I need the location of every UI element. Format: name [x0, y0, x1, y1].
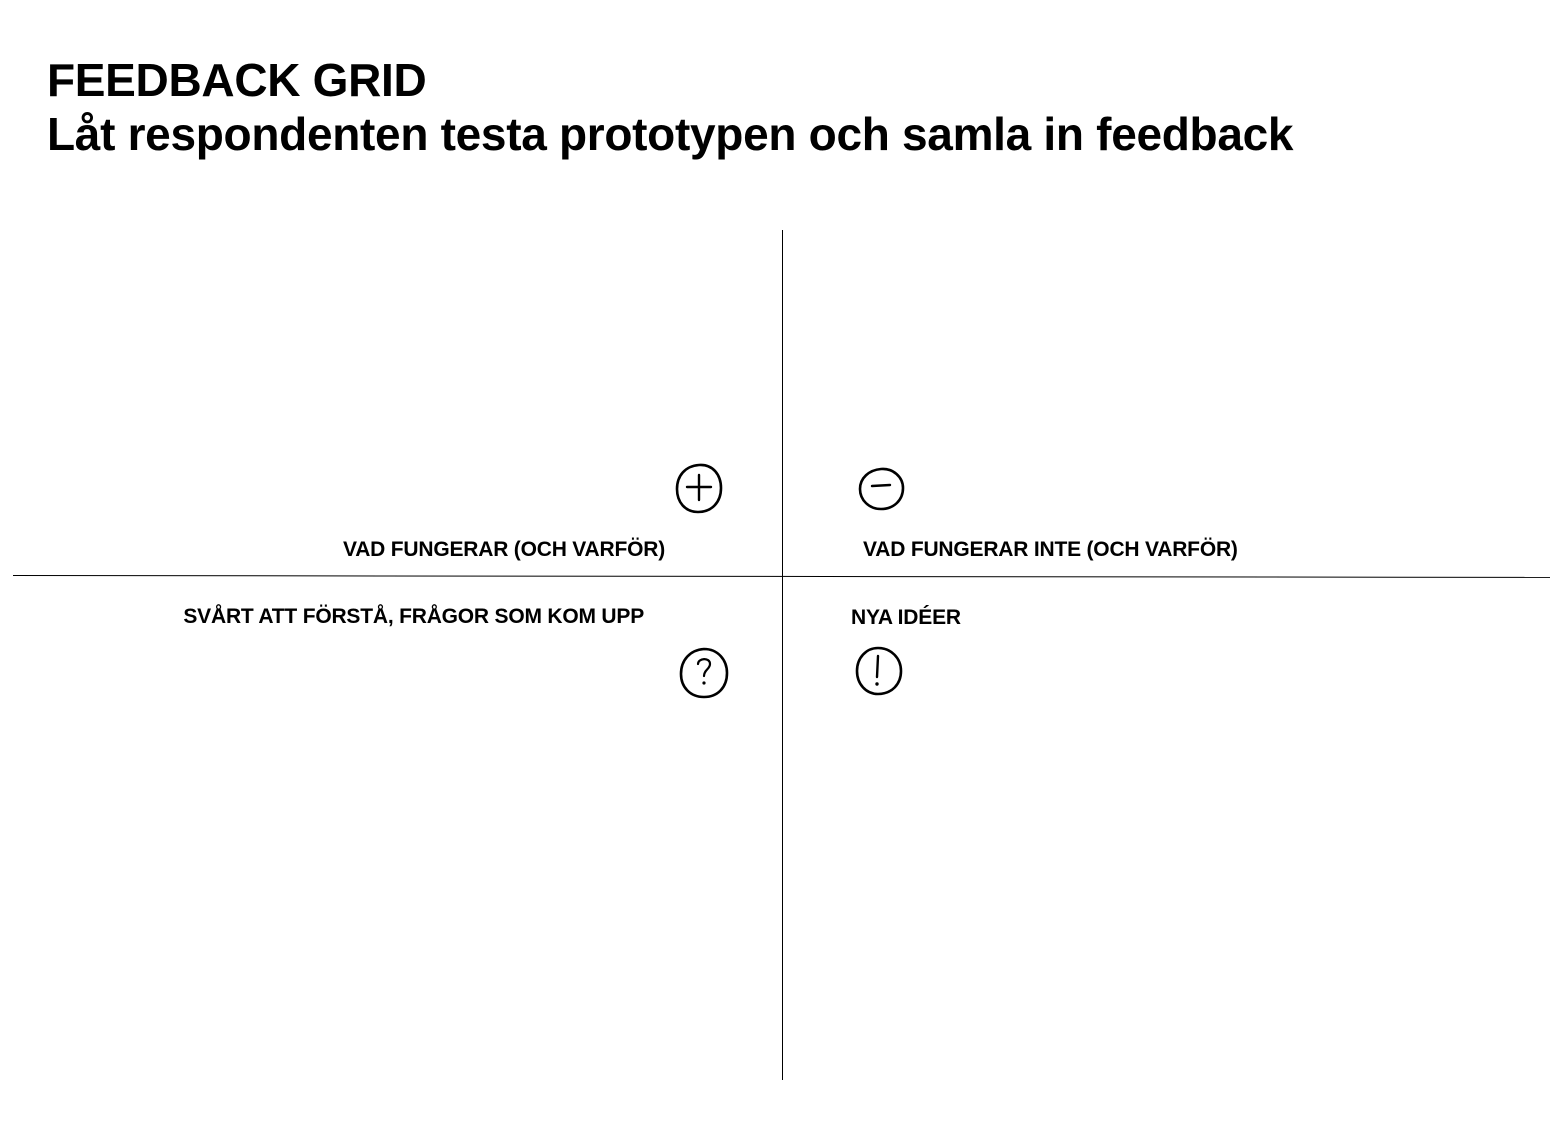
- header: [47, 52, 1293, 160]
- quadrant-label-works: VAD FUNGERAR (OCH VARFÖR): [342, 538, 665, 561]
- page-title: FEEDBACK GRID: [47, 54, 427, 106]
- quadrant-label-not-works: VAD FUNGERAR INTE (OCH VARFÖR): [863, 538, 1238, 561]
- question-circle-icon: [677, 646, 731, 702]
- minus-circle-icon: [857, 466, 907, 514]
- page-subtitle: Låt respondenten testa prototypen och samla in feedback: [47, 108, 1294, 160]
- vertical-divider: [782, 230, 783, 1080]
- exclamation-circle-icon: [854, 645, 904, 699]
- quadrant-label-new-ideas: NYA IDÉER: [851, 606, 961, 629]
- quadrant-label-hard-to-understand: SVÅRT ATT FÖRSTÅ, FRÅGOR SOM KOM UPP: [183, 605, 644, 628]
- plus-circle-icon: [673, 461, 725, 517]
